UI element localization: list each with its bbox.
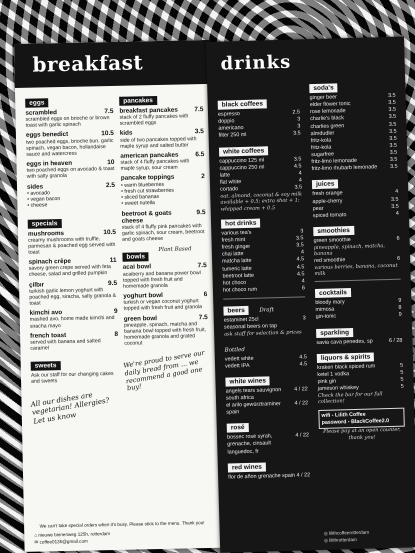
section-white-coffees-label: white coffees bbox=[219, 146, 268, 156]
menu-item bbox=[27, 181, 116, 209]
drinks-title: drinks bbox=[220, 51, 292, 75]
item-price: 10.5 bbox=[101, 130, 114, 138]
drink-row: sugarfree 3.5 bbox=[311, 149, 398, 159]
item-desc: stack of 2 fluffy pancakes with scrambled eggs bbox=[119, 113, 189, 128]
menu-item bbox=[28, 228, 117, 255]
item-price: 7.5 bbox=[104, 107, 114, 116]
item-price: 7.5 bbox=[194, 106, 204, 114]
pay-note: Please pay at an open counter, thank you! bbox=[323, 427, 401, 441]
menu-item bbox=[25, 108, 113, 129]
drink-row: jameson whiskey 5 bbox=[317, 383, 404, 393]
drink-row: fritz-kola 3.5 bbox=[310, 135, 397, 144]
menu-item bbox=[30, 308, 118, 329]
side-option: • avocado bbox=[27, 190, 51, 197]
drink-row: gin-tonic 9 bbox=[315, 312, 402, 321]
item-desc: pineapple, spinach, matcha and banana bowl topped with fresh fruit, homemade granola and grated coconut bbox=[123, 321, 206, 347]
item-desc: served with banana and salted caramel bbox=[30, 338, 101, 352]
menu-item bbox=[119, 106, 203, 127]
menu-item bbox=[29, 257, 117, 278]
menu-item bbox=[124, 314, 209, 347]
menu-item bbox=[121, 173, 206, 207]
menu-item bbox=[123, 262, 208, 289]
instagram-handle: lilithcoffeerotterdam bbox=[328, 529, 370, 536]
drink-row: charlie's black 3.5 bbox=[310, 114, 397, 123]
drink-row: fritz-limo rhubarb lemonade 3.5 bbox=[311, 163, 398, 173]
item-price: 11 bbox=[109, 257, 117, 265]
drink-row: el arilo gewürztraminer spain 4 / 22 bbox=[226, 400, 309, 416]
drink-row: vedett white 4.5 bbox=[224, 353, 307, 363]
drink-row: filter 250 ml 3.5 bbox=[218, 130, 301, 140]
item-name: french toast bbox=[30, 331, 67, 340]
drink-row: kraken black spiced rum 5 bbox=[317, 362, 404, 371]
drink-row: apple-cherry 3.5 bbox=[312, 196, 399, 205]
drink-row: chai latte 4 bbox=[221, 249, 305, 258]
drink-row: rose lemonade 3.5 bbox=[309, 106, 397, 116]
instagram-block bbox=[324, 530, 370, 544]
item-price: 6.5 bbox=[195, 151, 205, 159]
item-desc: creamy mushrooms with truffle, parmesan & poached egg served with toast bbox=[28, 235, 116, 256]
menu-item bbox=[30, 331, 118, 352]
item-desc: mashed avo, home made kimchi and siracha mayo bbox=[29, 315, 115, 330]
side-option: • cheese bbox=[27, 202, 48, 210]
plant-based-note: Plant Based bbox=[158, 246, 192, 254]
section-bowls-label: bowls bbox=[122, 253, 149, 263]
drinks-col-left bbox=[217, 91, 310, 481]
drink-row: cortado 3.5 bbox=[220, 184, 303, 193]
drink-row: hot choco rum 6 bbox=[222, 285, 305, 294]
drink-row: red smoothie 6 bbox=[314, 255, 401, 264]
item-price: 8 bbox=[114, 330, 119, 338]
item-name: eggs in heaven bbox=[26, 159, 73, 168]
section-eggs-label: eggs bbox=[25, 98, 48, 107]
drink-row: angels tears sauvignon south africa 4 / 22 bbox=[225, 386, 308, 402]
drink-row: mimosa 8 bbox=[315, 304, 402, 314]
section-black-coffees-label: black coffees bbox=[218, 99, 267, 109]
drink-row: flor de añon grenache spain 4 / 22 bbox=[228, 471, 311, 481]
menu-item bbox=[123, 291, 207, 312]
sweets-text: Ask our staff for our changing cakes and sweets bbox=[30, 371, 114, 386]
drink-row: fresh ginger 3.5 bbox=[221, 242, 304, 251]
drink-row: bossec rosé syrah, grenache, cinsault languedoc, fr 4 / 22 bbox=[226, 432, 310, 456]
section-cocktails-label: cocktails bbox=[315, 288, 351, 298]
section-beers-label: beers bbox=[223, 306, 249, 316]
bottled-note: Bottled bbox=[224, 346, 245, 354]
item-price: 9.5 bbox=[107, 279, 118, 287]
drink-row: ketel 1 vodka 5 bbox=[317, 369, 404, 378]
menu-item bbox=[122, 209, 207, 244]
item-name: american pancakes bbox=[120, 151, 179, 160]
drink-row: elder flower tonic 3.5 bbox=[309, 99, 396, 109]
drink-row: cappuccino 250 ml 4.5 bbox=[219, 163, 302, 172]
item-name: kimchi avo bbox=[29, 309, 63, 317]
item-desc: scrambled eggs on brioche or brown toast with garlic spinach bbox=[25, 115, 110, 130]
drink-row: savia cava penedes, sp 6 / 28 bbox=[316, 337, 403, 346]
drink-row: seasonal beers on tap bbox=[223, 323, 278, 331]
item-desc: two poached eggs on avocado & toast with salty granola bbox=[26, 166, 115, 181]
divider bbox=[315, 279, 401, 282]
section-rose-label: rosé bbox=[227, 423, 249, 433]
item-price: 6 bbox=[203, 291, 208, 299]
item-price: 7.5 bbox=[197, 262, 207, 270]
drink-row: flat white 4 bbox=[219, 177, 302, 186]
breakfast-title: breakfast bbox=[32, 50, 144, 77]
drink-row: spiced tomato 4 bbox=[312, 210, 399, 219]
drink-row: bloody mary 9 bbox=[315, 297, 402, 307]
email-line: coffee013h@gmail.com bbox=[39, 538, 88, 545]
drink-row: pear 3.5 bbox=[312, 203, 399, 212]
item-desc: side of two pancakes topped with maple syrup and salted butter bbox=[119, 135, 197, 150]
item-name: çilbır bbox=[28, 281, 45, 289]
section-hot-drinks-label: hot drinks bbox=[221, 218, 261, 228]
item-desc: savory green crepe served with feta cheese, salad and grilled pumpkin bbox=[28, 264, 111, 279]
item-price: 10.5 bbox=[103, 228, 117, 236]
instagram-icon: ◎ bbox=[323, 537, 329, 543]
wifi-password: password - BlackCoffee2.0 bbox=[321, 417, 390, 426]
item-name: beetroot & goats cheese bbox=[121, 209, 172, 225]
item-price: 2.5 bbox=[105, 181, 116, 189]
drink-row: almdudler 3.5 bbox=[310, 128, 397, 137]
drink-row: tumeric latte 4.5 bbox=[222, 263, 305, 273]
section-sweets-label: sweets bbox=[31, 361, 61, 371]
item-name: acai bowl bbox=[122, 263, 152, 272]
mail-icon: ✉ bbox=[34, 539, 39, 545]
drink-row: fritz-limo lemonade 3.5 bbox=[311, 156, 398, 166]
drink-row: americano 3 bbox=[218, 123, 301, 132]
breakfast-menu bbox=[14, 40, 221, 552]
section-sodas-label: soda's bbox=[309, 83, 338, 93]
drink-row: pink gin 5 bbox=[317, 376, 404, 385]
section-red-wines-label: red wines bbox=[228, 462, 266, 472]
smoothie-desc: pineapple, spinach, matcha, banana bbox=[313, 243, 386, 258]
breakfast-header bbox=[14, 40, 211, 88]
drink-row: fresh mint 3.5 bbox=[221, 235, 304, 244]
menu-item bbox=[26, 159, 114, 180]
beer-note: ask staff for selection & prices bbox=[224, 329, 302, 338]
section-juices-label: juices bbox=[312, 180, 339, 190]
drink-row: green smoothie 6 bbox=[313, 235, 400, 244]
topping-option: • fresh cut strawberries bbox=[121, 187, 175, 195]
item-name: sides bbox=[26, 183, 44, 191]
drink-row: fritz-kola 3.5 bbox=[310, 142, 398, 151]
item-name: eggs benedict bbox=[25, 131, 69, 140]
draft-note: Draft bbox=[259, 307, 274, 314]
topping-option: • sliced bananas bbox=[121, 194, 160, 201]
bowls-section bbox=[122, 244, 206, 264]
instagram-handle: lilithrotterdam bbox=[329, 536, 357, 543]
section-pancakes-label: pancakes bbox=[119, 96, 157, 106]
drink-row: hot choco 4 bbox=[222, 278, 305, 287]
item-desc: acaiberry and banana power bowl topped with fresh fruit and homemade granola bbox=[122, 269, 201, 290]
section-white-wines-label: white wines bbox=[225, 376, 270, 386]
item-price: 7.5 bbox=[198, 313, 208, 321]
item-desc: stack of 4 fluffy pancakes with maple syrup, sour cream bbox=[120, 158, 190, 173]
side-option: • vegan bacon bbox=[27, 196, 61, 203]
item-desc: stack of 4 fluffy pink pancakes with garlic spinach, sour cream, beetroot and goats cheese bbox=[121, 223, 205, 244]
wifi-name: wifi - Lilith Coffee bbox=[321, 411, 366, 419]
drink-row: estaminet 25cl 3 bbox=[223, 315, 306, 324]
drink-row: vedett IPA 4.5 bbox=[224, 360, 308, 370]
location-icon: ⌂ bbox=[34, 532, 38, 538]
drink-row: cappuccino 125 ml 3.5 bbox=[219, 155, 302, 165]
menu-item bbox=[120, 129, 204, 150]
breakfast-col-left bbox=[25, 90, 120, 426]
item-name: scrambled bbox=[25, 109, 58, 117]
section-sparkling-label: sparkling bbox=[316, 328, 353, 338]
special-orders-note: We can't take special orders when it's busy. Please stick to the menu. Thank you! bbox=[39, 520, 205, 529]
item-name: mushrooms bbox=[27, 229, 65, 238]
divider bbox=[223, 296, 305, 299]
menu-item bbox=[26, 130, 115, 157]
item-name: pancake toppings bbox=[120, 174, 175, 183]
item-name: yoghurt bowl bbox=[123, 292, 163, 300]
drink-row: espresso 2.5 bbox=[217, 109, 301, 118]
item-name: spinach crêpe bbox=[28, 257, 71, 266]
item-desc: turkish or vegan coconut yoghurt topped with fresh fruit and granola bbox=[123, 298, 203, 313]
item-desc: turkish garlic lemon yoghurt with poached egg, siracha, salty granola & toast bbox=[29, 287, 117, 307]
topping-option: • warm blueberries bbox=[120, 181, 165, 189]
bread-note: We're proud to serve our daily bread from ... we recommend a good one buy! bbox=[122, 348, 206, 394]
section-liquors-label: liquors & spirits bbox=[317, 352, 375, 363]
item-price: 10 bbox=[107, 159, 115, 167]
breakfast-col-right bbox=[119, 88, 209, 394]
drinks-col-right bbox=[309, 75, 405, 442]
drink-row: matcha latte 4.5 bbox=[222, 256, 305, 266]
collection-note: Check the bar for our full collection! bbox=[317, 391, 383, 406]
drink-row: latte 4 bbox=[219, 170, 302, 179]
address-block bbox=[34, 531, 110, 545]
section-specials-label: specials bbox=[28, 219, 62, 229]
vegetarian-note: All our dishes are vegetarian! Allergies? Let us know bbox=[30, 391, 111, 426]
item-price: 9 bbox=[113, 308, 118, 316]
milk-note: oat, almond, coconut & soy milk available + 0.5; extra shot + 1; whipped cream + 0.5 bbox=[220, 191, 303, 213]
instagram-icon: ◎ bbox=[323, 530, 328, 537]
item-name: breakfast pancakes bbox=[119, 106, 178, 115]
address-line: nieuwe binnenweg 125h, rotterdam bbox=[38, 531, 111, 538]
smoothie-desc: various berries, banana, coconut milk bbox=[314, 262, 398, 277]
item-name: green bowl bbox=[123, 314, 158, 323]
section-smoothies-label: smoothies bbox=[313, 226, 354, 236]
menu-item bbox=[120, 151, 204, 172]
drink-row: various tea's 3 bbox=[221, 228, 304, 237]
item-price: 9.5 bbox=[196, 208, 206, 216]
menu-item bbox=[29, 280, 118, 307]
item-price: 2 bbox=[201, 173, 205, 181]
drink-row: beetroot latte 4.5 bbox=[222, 270, 305, 280]
item-desc: two poached eggs, brioche bun, garlic spinach, vegan bacon, hollandaise sauce and watercress bbox=[26, 137, 114, 158]
drink-row: charlies green 3.5 bbox=[310, 121, 397, 130]
topping-option: • sweet nutella bbox=[121, 200, 155, 208]
item-name: kids bbox=[119, 130, 133, 138]
drink-row: ginger beer 3.5 bbox=[309, 92, 396, 102]
wifi-box bbox=[318, 407, 405, 429]
drink-row: fresh orange 4 bbox=[312, 189, 399, 198]
drink-row: doppio 3 bbox=[218, 116, 301, 125]
item-price: 3.5 bbox=[194, 128, 204, 136]
